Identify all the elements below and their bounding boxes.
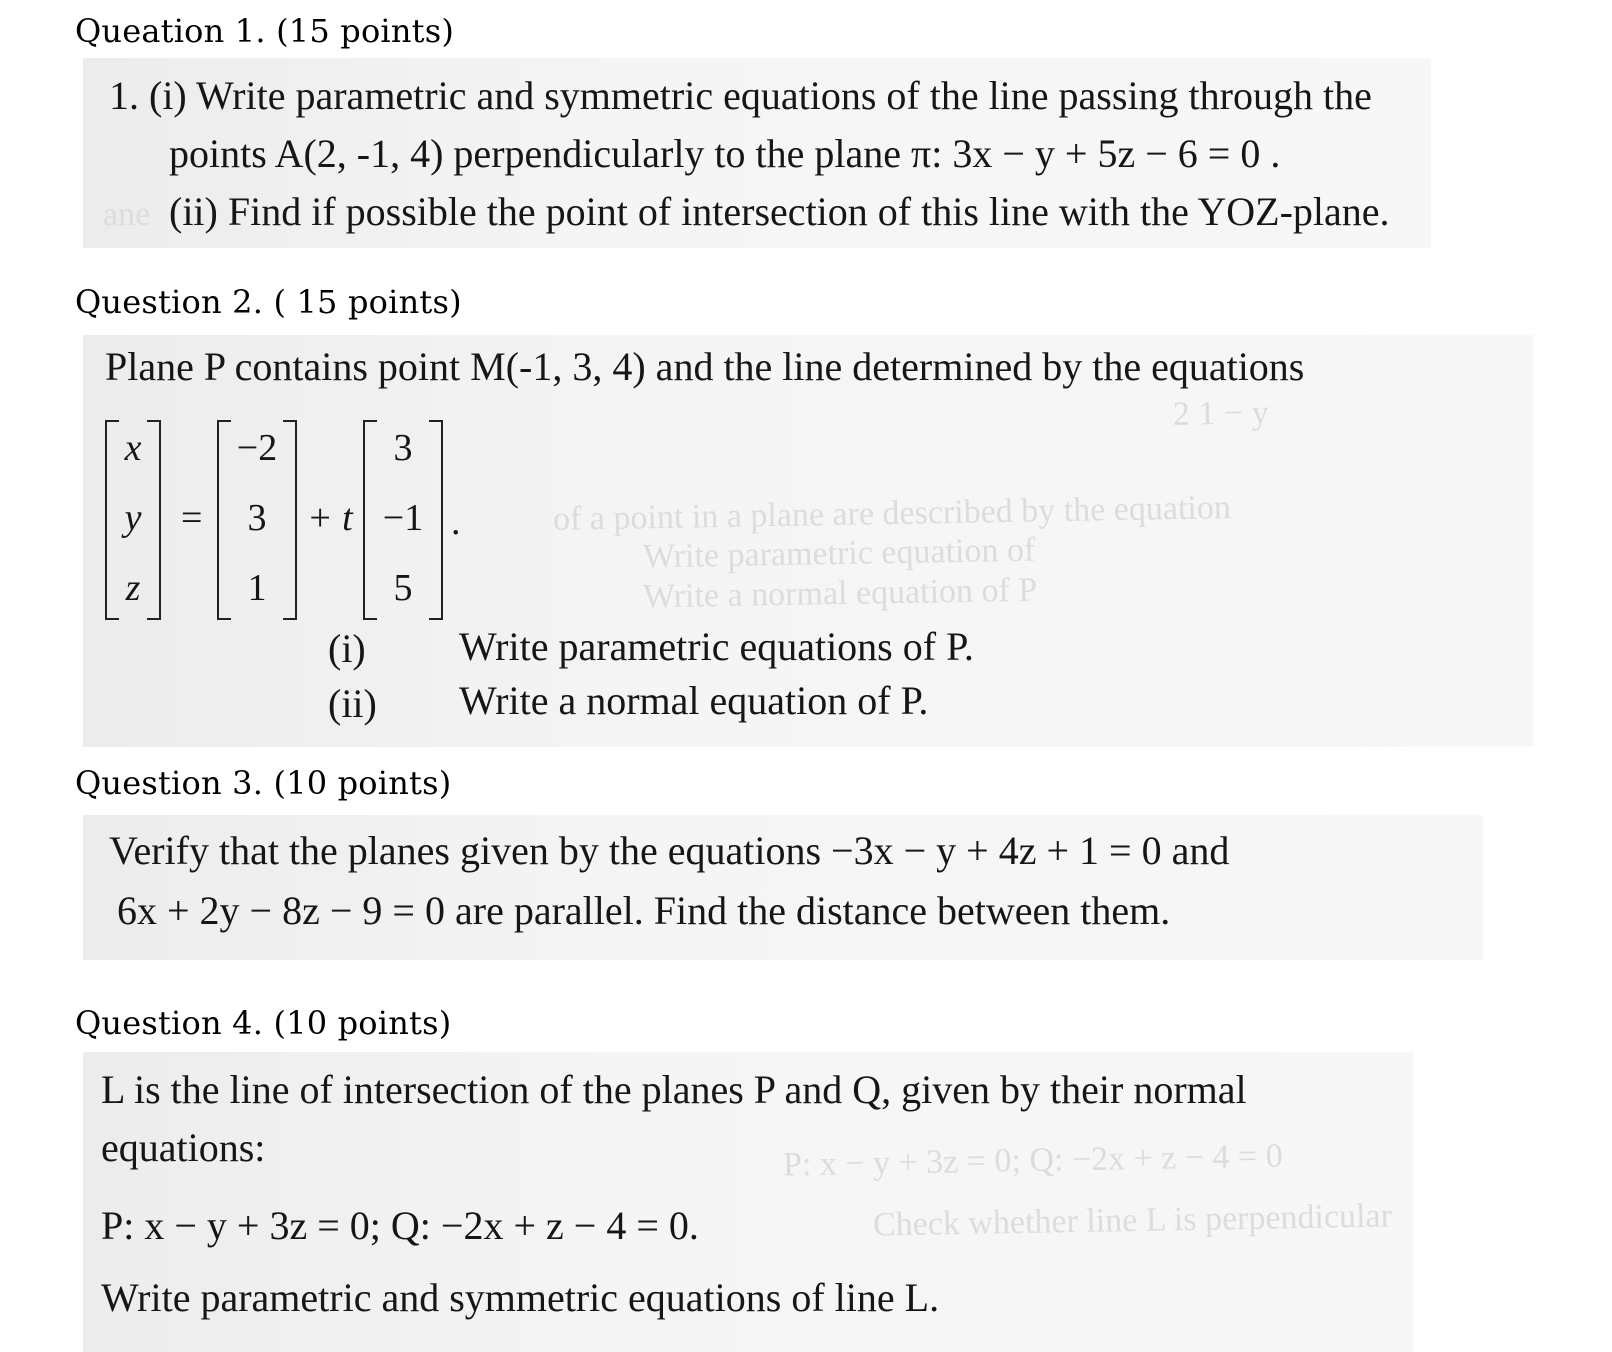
plus-t: + t	[307, 497, 353, 539]
q1-line-2: points A(2, -1, 4) perpendicularly to the plane π: 3x − y + 5z − 6 = 0 .	[169, 131, 1281, 176]
vector-point	[217, 420, 297, 620]
question-3-heading: Question 3. (10 points)	[75, 764, 452, 802]
question-3-scan	[83, 815, 1483, 960]
vector-xyz	[105, 420, 161, 620]
q1-line-3: (ii) Find if possible the point of intersection of this line with the YOZ-plane.	[169, 189, 1390, 234]
q4-line-3: P: x − y + 3z = 0; Q: −2x + z − 4 = 0.	[101, 1203, 699, 1248]
q2-intro: Plane P contains point M(-1, 3, 4) and the line determined by the equations	[105, 344, 1305, 389]
vector-direction	[363, 420, 443, 620]
q2-sub1-label: (i)	[328, 626, 366, 671]
vector-direction-2: −1	[382, 497, 424, 539]
q4-line-2: equations:	[101, 1125, 266, 1170]
vector-xyz-y: y	[124, 497, 142, 539]
vector-point-2: 3	[247, 497, 267, 539]
q4-line-4: Write parametric and symmetric equations of line L.	[101, 1275, 940, 1320]
vector-xyz-z: z	[125, 567, 141, 609]
question-1-scan: ane 1. (i) Write parametric and symmetric equations of the line passing through the points A(2, -1, 4) perpendicularly to the plane π: 3x − y + 5z − 6 = 0 . (ii) Find if possible the point of intersection of this line with the YOZ-plane.	[83, 58, 1431, 248]
q4-line-1: L is the line of intersection of the planes P and Q, given by their normal	[101, 1067, 1247, 1112]
vector-xyz-x: x	[124, 427, 142, 469]
q3-line-1: Verify that the planes given by the equations −3x − y + 4z + 1 = 0 and	[109, 828, 1230, 873]
question-2-heading: Question 2. ( 15 points)	[75, 283, 462, 321]
question-4-heading: Question 4. (10 points)	[75, 1004, 452, 1042]
equals-sign: =	[181, 497, 203, 539]
q2-sub2-text: Write a normal equation of P.	[459, 678, 929, 723]
vector-point-3: 1	[247, 567, 267, 609]
q1-line-1: 1. (i) Write parametric and symmetric equations of the line passing through the	[109, 73, 1372, 118]
vector-direction-1: 3	[393, 427, 413, 469]
question-1-heading: Queation 1. (15 points)	[75, 12, 455, 50]
q2-sub1-text: Write parametric equations of P.	[459, 624, 974, 669]
vector-direction-3: 5	[393, 567, 413, 609]
vector-point-1: −2	[236, 427, 278, 469]
question-2-scan: 2 1 − y of a point in a plane are described by the equation Write parametric equation of Write a normal equation of P Plane P contains point M(-1, 3, 4) and the line determined by the equations x y z = −2 3 1 + t 3 −1 5 . (i) Write parametric equations of P. (ii) Write a normal equation of P.	[83, 335, 1533, 747]
question-4-scan: P: x − y + 3z = 0; Q: −2x + z − 4 = 0 Check whether line L is perpendicular L is the line of intersection of the planes P and Q, given by their normal equations: P: x − y + 3z = 0; Q: −2x + z − 4 = 0. Write parametric and symmetric equations of line L.	[83, 1052, 1413, 1352]
period: .	[451, 501, 461, 543]
q3-line-2: 6x + 2y − 8z − 9 = 0 are parallel. Find the distance between them.	[117, 888, 1171, 933]
q2-sub2-label: (ii)	[328, 681, 377, 726]
